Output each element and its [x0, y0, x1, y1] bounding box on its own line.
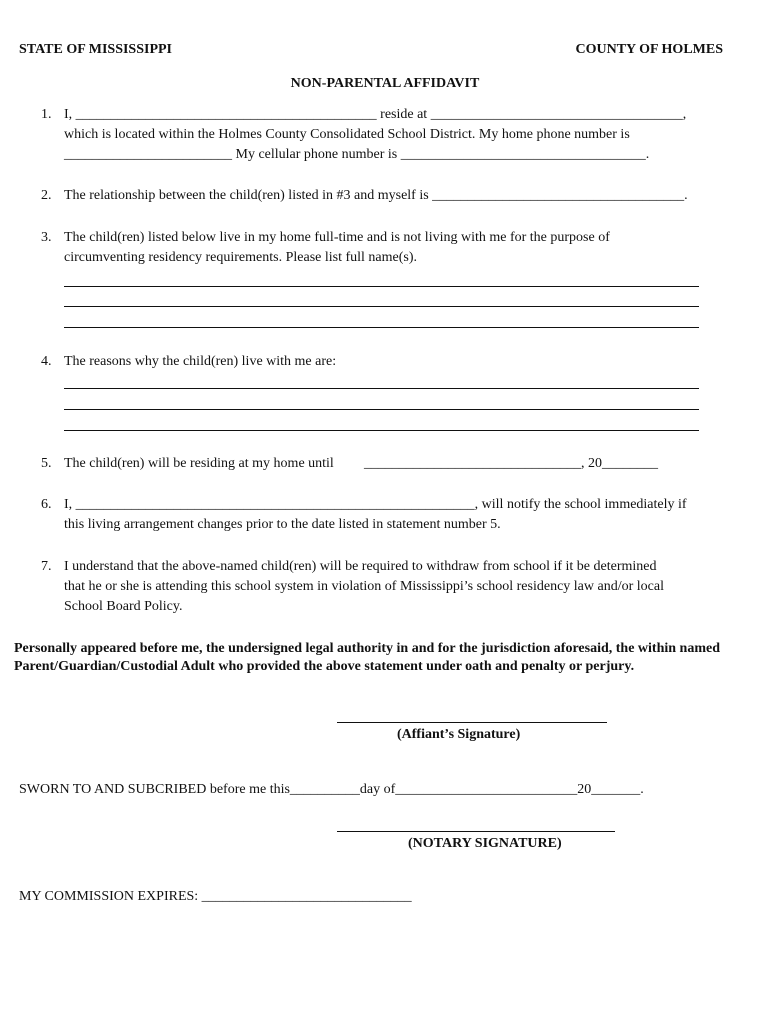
item-6-number: 6.: [41, 497, 52, 512]
document-title: NON-PARENTAL AFFIDAVIT: [290, 76, 480, 91]
item-5-number: 5.: [41, 456, 52, 471]
item-3-number: 3.: [41, 230, 52, 245]
sworn-line: SWORN TO AND SUBCRIBED before me this__________day of__________________________20_______.: [19, 782, 644, 797]
item-3-line-1: The child(ren) listed below live in my home full-time and is not living with me for the purpose of: [64, 230, 610, 245]
item-4-number: 4.: [41, 354, 52, 369]
item-2-line-1: The relationship between the child(ren) listed in #3 and myself is ____________________________________.: [64, 188, 688, 203]
item-5-date-field[interactable]: _______________________________, 20________: [364, 456, 658, 471]
item-4-line-1: The reasons why the child(ren) live with me are:: [64, 354, 337, 369]
item-6-line-1: I, _________________________________________________________, will notify the school immediately if: [64, 497, 687, 512]
item-4-answer-line[interactable]: [64, 388, 699, 389]
state-heading: STATE OF MISSISSIPPI: [19, 42, 173, 57]
item-7-line-3: School Board Policy.: [64, 599, 183, 614]
item-1-line-1: I, ___________________________________________ reside at ____________________________________,: [64, 107, 687, 122]
item-3-answer-line[interactable]: [64, 327, 699, 328]
item-4-answer-line[interactable]: [64, 409, 699, 410]
affiant-signature-line[interactable]: [337, 722, 607, 723]
notary-signature-label: (NOTARY SIGNATURE): [408, 836, 562, 851]
notary-statement: Personally appeared before me, the undersigned legal authority in and for the jurisdiction aforesaid, the within named Parent/Guardian/Custodial Adult who provided the above statement under oath and penalty or perjury.: [14, 641, 720, 674]
affiant-signature-label: (Affiant’s Signature): [397, 727, 521, 742]
item-3-line-2: circumventing residency requirements. Please list full name(s).: [64, 250, 418, 265]
item-1-line-2: which is located within the Holmes County Consolidated School District. My home phone number is: [64, 127, 630, 142]
county-heading: COUNTY OF HOLMES: [575, 42, 723, 57]
item-6-line-2: this living arrangement changes prior to the date listed in statement number 5.: [64, 517, 501, 532]
item-1-number: 1.: [41, 107, 52, 122]
item-5-line-1: The child(ren) will be residing at my home until: [64, 456, 334, 471]
commission-expires: MY COMMISSION EXPIRES: ______________________________: [19, 889, 412, 904]
item-4-answer-line[interactable]: [64, 430, 699, 431]
item-1-line-3: ________________________ My cellular phone number is ___________________________________.: [64, 147, 650, 162]
item-7-number: 7.: [41, 559, 52, 574]
item-7-line-2: that he or she is attending this school system in violation of Mississippi’s school residency law and/or local: [64, 579, 664, 594]
item-3-answer-line[interactable]: [64, 306, 699, 307]
notary-signature-line[interactable]: [337, 831, 615, 832]
item-2-number: 2.: [41, 188, 52, 203]
item-7-line-1: I understand that the above-named child(ren) will be required to withdraw from school if it be determined: [64, 559, 657, 574]
item-3-answer-line[interactable]: [64, 286, 699, 287]
